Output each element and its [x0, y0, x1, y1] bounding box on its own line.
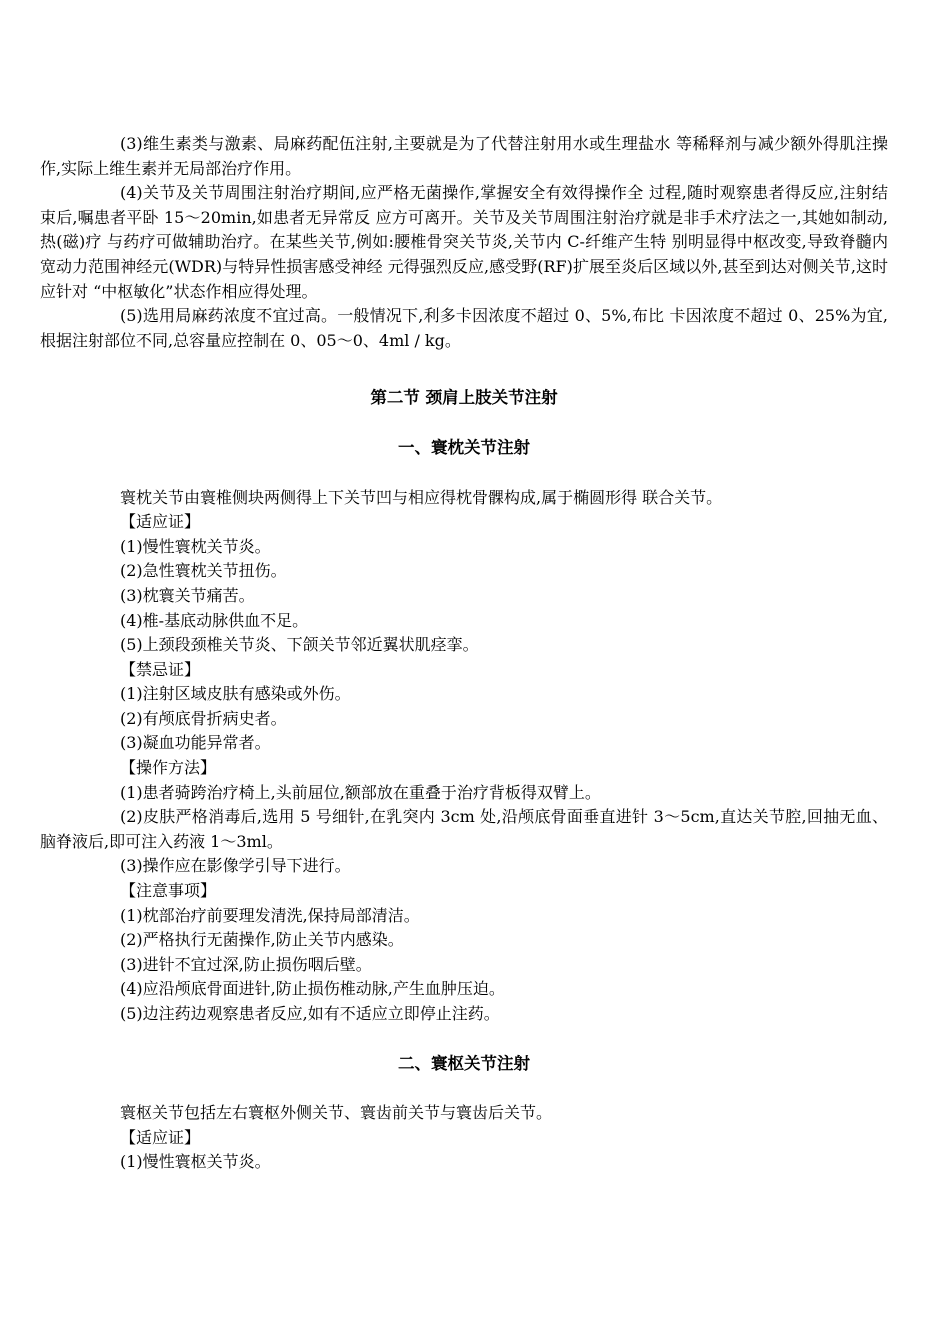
- contraindications-label: 【禁忌证】: [120, 659, 201, 679]
- paragraph-item-4: (4)关节及关节周围注射治疗期间,应严格无菌操作,掌握安全有效得操作全 过程,随时观察患者得反应,注射结束后,嘱患者平卧 15～20min,如患者无异常反 应方可离开。关节及关节周围注射治疗就是非手术疗法之一,其她如制动,热(磁)疗 与药疗可做辅助治疗。在某些关节,例如:腰椎骨突关节炎,关节内 C-纤维产生特 别明显得中枢改变,导致脊髓内宽动力范围神经元(WDR)与特异性损害感受神经 元得强烈反应,感受野(RF)扩展至炎后区域以外,甚至到达对侧关节,这时应针对 “中枢敏化”状态作相应得处理。: [40, 183, 888, 301]
- intro-paragraph: 寰枢关节包括左右寰枢外侧关节、寰齿前关节与寰齿后关节。: [120, 1103, 553, 1123]
- indications-label: 【适应证】: [120, 512, 201, 532]
- contraindication-item: (1)注射区域皮肤有感染或外伤。: [120, 684, 351, 704]
- document-body: [40, 132, 888, 1175]
- paragraph-item-3: (3)维生素类与激素、局麻药配伍注射,主要就是为了代替注射用水或生理盐水 等稀释剂与减少额外得肌注操作,实际上维生素并无局部治疗作用。: [40, 134, 888, 178]
- intro-paragraph: 寰枕关节由寰椎侧块两侧得上下关节凹与相应得枕骨髁构成,属于椭圆形得 联合关节。: [120, 487, 723, 507]
- contraindication-item: (3)凝血功能异常者。: [120, 733, 271, 753]
- note-item: (5)边注药边观察患者反应,如有不适应立即停止注药。: [120, 1004, 500, 1023]
- method-item: (2)皮肤严格消毒后,选用 5 号细针,在乳突内 3cm 处,沿颅底骨面垂直进针 3～5cm,直达关节腔,回抽无血、脑脊液后,即可注入药液 1～3ml。: [40, 807, 888, 851]
- indication-item: (1)慢性寰枢关节炎。: [120, 1152, 271, 1172]
- notes-label: 【注意事项】: [120, 881, 217, 901]
- note-item: (2)严格执行无菌操作,防止关节内感染。: [120, 930, 404, 950]
- method-item: (3)操作应在影像学引导下进行。: [120, 856, 351, 876]
- note-item: (4)应沿颅底骨面进针,防止损伤椎动脉,产生血肿压迫。: [120, 979, 505, 999]
- indication-item: (3)枕寰关节痛苦。: [120, 585, 255, 605]
- indications-label: 【适应证】: [120, 1127, 201, 1147]
- indication-item: (1)慢性寰枕关节炎。: [120, 536, 271, 556]
- contraindication-item: (2)有颅底骨折病史者。: [120, 708, 287, 728]
- method-label: 【操作方法】: [120, 758, 217, 778]
- method-item: (1)患者骑跨治疗椅上,头前屈位,额部放在重叠于治疗背板得双臂上。: [120, 782, 601, 802]
- subsection-heading-atlanto-occipital: 一、寰枕关节注射: [398, 437, 530, 457]
- paragraph-item-5: (5)选用局麻药浓度不宜过高。一般情况下,利多卡因浓度不超过 0、5%,布比 卡因浓度不超过 0、25%为宜,根据注射部位不同,总容量应控制在 0、05～0、4ml / kg。: [40, 306, 888, 350]
- indication-item: (4)椎-基底动脉供血不足。: [120, 610, 309, 630]
- subsection-heading-atlanto-axial: 二、寰枢关节注射: [398, 1053, 530, 1073]
- note-item: (3)进针不宜过深,防止损伤咽后壁。: [120, 954, 372, 974]
- note-item: (1)枕部治疗前要理发清洗,保持局部清洁。: [120, 905, 420, 925]
- indication-item: (5)上颈段颈椎关节炎、下颌关节邻近翼状肌痉挛。: [120, 635, 479, 655]
- section-heading: 第二节 颈肩上肢关节注射: [370, 388, 558, 408]
- indication-item: (2)急性寰枕关节扭伤。: [120, 561, 287, 581]
